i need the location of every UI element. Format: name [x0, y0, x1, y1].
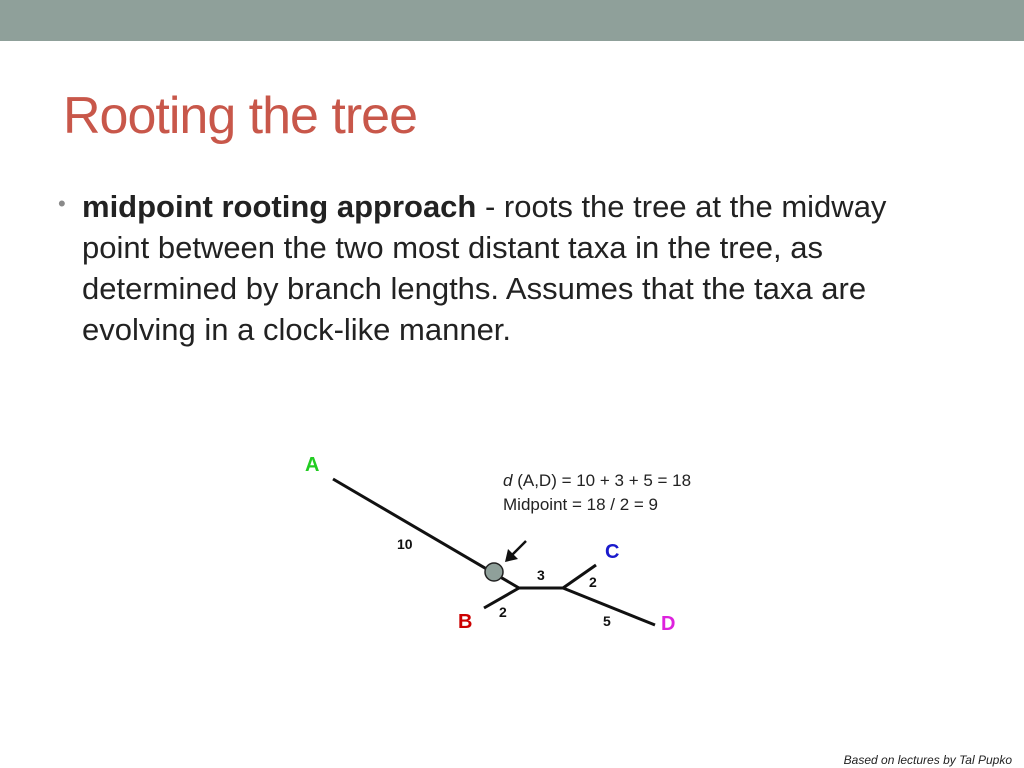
- bullet-bold-term: midpoint rooting approach: [82, 189, 477, 224]
- distance-symbol: d: [503, 471, 513, 490]
- taxon-label-c: C: [605, 541, 620, 563]
- root-arrow: [512, 541, 526, 555]
- branch-length-d: 5: [603, 613, 611, 629]
- distance-formula: [503, 469, 691, 517]
- taxon-label-b: B: [458, 611, 473, 633]
- footer-credit: Based on lectures by Tal Pupko: [843, 753, 1012, 767]
- formula-line-1-text: (A,D) = 10 + 3 + 5 = 18: [512, 471, 692, 490]
- branch-length-internal: 3: [537, 567, 545, 583]
- formula-line-1: [503, 469, 691, 493]
- formula-line-2: Midpoint = 18 / 2 = 9: [503, 495, 658, 514]
- slide-title: Rooting the tree: [63, 87, 418, 145]
- taxon-label-d: D: [661, 613, 676, 635]
- branch-length-a: 10: [397, 536, 413, 552]
- taxon-label-a: A: [305, 454, 320, 476]
- branch-length-b: 2: [499, 604, 507, 620]
- bullet-point: •: [58, 191, 66, 216]
- bullet-description: - roots the tree at the midway point between the two most distant taxa in the tree, as determined by branch lengths. Assumes that the taxa are evolving in a clock-like manner.: [82, 189, 887, 347]
- branch-length-c: 2: [589, 574, 597, 590]
- midpoint-root-marker: [485, 563, 503, 581]
